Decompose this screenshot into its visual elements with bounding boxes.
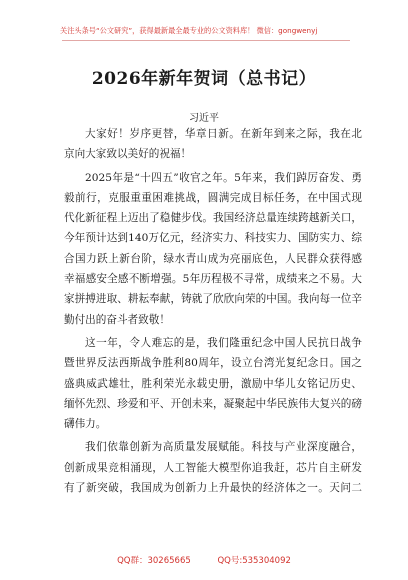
footer-qq-number: QQ号:535304092 [217, 556, 291, 566]
document-title: 2026年新年贺词（总书记） [91, 69, 317, 89]
header-promo-text: 关注头条号“公文研究”，获得最新最全最专业的公文资料库！ 微信：gongwenyj [60, 26, 318, 35]
document-body [64, 124, 362, 501]
text-line: 幸福感安全感不断增强。5年历程极不寻常，成绩来之不易。大 [64, 273, 362, 286]
paragraph [64, 124, 362, 165]
text-line: 京向大家致以美好的祝福！ [64, 148, 192, 161]
paragraph [64, 437, 362, 498]
text-line: 礴伟力。 [64, 418, 107, 431]
paragraph [64, 333, 362, 434]
text-line: 家拼搏进取、耕耘奉献，铸就了欣欣向荣的中国。我向每一位辛 [64, 293, 362, 306]
header-divider [62, 40, 350, 41]
text-line: 暨世界反法西斯战争胜利80周年，设立台湾光复纪念日。国之 [64, 357, 362, 370]
text-line: 代化新征程上迈出了稳健步伐。我国经济总量连续跨越新关口， [64, 212, 362, 225]
text-line: 2025年是“十四五”收官之年。5年来，我们踔厉奋发、勇 [85, 171, 362, 184]
text-line: 今年预计达到140万亿元，经济实力、科技实力、国防实力、综 [64, 232, 362, 245]
document-author: 习近平 [189, 113, 219, 124]
footer-contact [0, 554, 408, 566]
footer-qq-group: QQ群：30265665 [117, 556, 191, 566]
text-line: 创新成果竞相涌现，人工智能大模型你追我赶，芯片自主研发 [64, 461, 362, 474]
text-line: 有了新突破，我国成为创新力上升最快的经济体之一。天问二 [64, 482, 362, 495]
text-line: 勤付出的奋斗者致敬！ [64, 313, 170, 326]
text-line: 我们依靠创新为高质量发展赋能。科技与产业深度融合， [85, 441, 362, 454]
text-line: 合国力跃上新台阶，绿水青山成为亮丽底色，人民群众获得感 [64, 252, 362, 265]
paragraph [64, 168, 362, 330]
text-line: 缅怀先烈、珍爱和平、开创未来，凝聚起中华民族伟大复兴的磅 [64, 397, 362, 410]
text-line: 这一年，令人难忘的是，我们隆重纪念中国人民抗日战争 [85, 336, 362, 349]
text-line: 毅前行，克服重重困难挑战，圆满完成目标任务，在中国式现 [64, 191, 362, 204]
text-line: 大家好！岁序更替，华章日新。在新年到来之际，我在北 [85, 128, 362, 140]
text-line: 盛典威武雄壮，胜利荣光永载史册，激励中华儿女铭记历史、 [64, 377, 362, 390]
